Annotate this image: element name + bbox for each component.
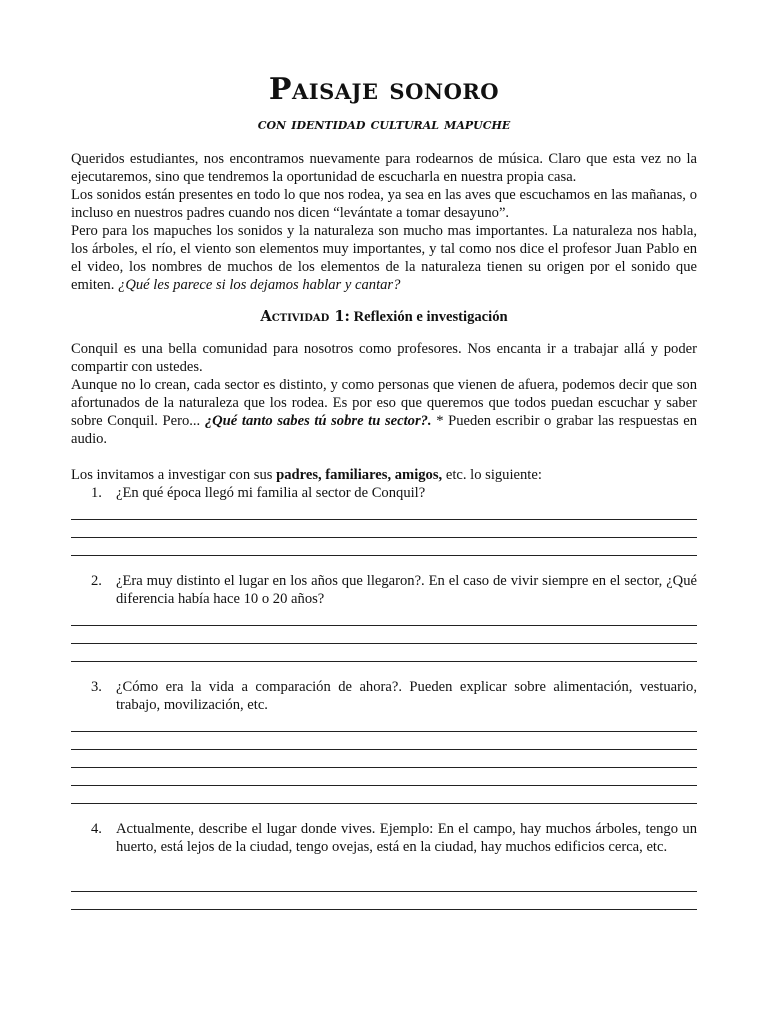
answer-lines-4 bbox=[71, 874, 697, 910]
activity-label: Actividad 1: bbox=[260, 308, 350, 325]
worksheet-page bbox=[71, 70, 697, 910]
answer-lines-3 bbox=[71, 714, 697, 804]
answer-line[interactable] bbox=[71, 608, 697, 626]
question-number: 3. bbox=[91, 679, 102, 695]
intro-paragraph-1: Queridos estudiantes, nos encontramos nuevamente para rodearnos de música. Claro que esta vez no la ejecutaremos, sino que tendremos la oportunidad de escucharla en nuestra propia casa. bbox=[71, 151, 697, 185]
body-paragraph-2 bbox=[71, 376, 697, 448]
body-paragraph-1: Conquil es una bella comunidad para nosotros como profesores. Nos encanta ir a trabajar allá y poder compartir con ustedes. bbox=[71, 341, 697, 375]
invite-bold: padres, familiares, amigos, bbox=[276, 467, 443, 483]
intro-paragraph-3 bbox=[71, 222, 697, 294]
answer-line[interactable] bbox=[71, 626, 697, 644]
answer-line[interactable] bbox=[71, 520, 697, 538]
invite-paragraph bbox=[71, 466, 697, 484]
activity-heading bbox=[71, 308, 697, 326]
page-subtitle: con identidad cultural mapuche bbox=[257, 115, 511, 133]
intro-section bbox=[71, 150, 697, 294]
question-item-4 bbox=[71, 820, 697, 856]
intro-question: ¿Qué les parece si los dejamos hablar y cantar? bbox=[118, 277, 401, 293]
question-text: Actualmente, describe el lugar donde vives. Ejemplo: En el campo, hay muchos árboles, tengo un huerto, está lejos de la ciudad, tengo ovejas, está en la ciudad, hay muchos edificios cerca, etc. bbox=[116, 821, 697, 855]
answer-line[interactable] bbox=[71, 750, 697, 768]
invite-start: Los invitamos a investigar con sus bbox=[71, 467, 273, 483]
answer-line[interactable] bbox=[71, 644, 697, 662]
body-paragraph-2-end: * Pueden escribir o grabar las respuestas en audio. bbox=[71, 413, 698, 447]
answer-line[interactable] bbox=[71, 786, 697, 804]
activity-title: Reflexión e investigación bbox=[353, 309, 508, 325]
body-section bbox=[71, 340, 697, 448]
answer-lines-2 bbox=[71, 608, 697, 662]
body-question: ¿Qué tanto sabes tú sobre tu sector?. bbox=[204, 413, 432, 429]
question-item-2 bbox=[71, 572, 697, 608]
answer-line[interactable] bbox=[71, 768, 697, 786]
question-number: 4. bbox=[91, 821, 102, 837]
invite-end: etc. lo siguiente: bbox=[445, 467, 542, 483]
question-text: ¿Era muy distinto el lugar en los años que llegaron?. En el caso de vivir siempre en el sector, ¿Qué diferencia había hace 10 o 20 años? bbox=[116, 573, 697, 607]
page-title: Paisaje sonoro bbox=[268, 72, 500, 107]
answer-line[interactable] bbox=[71, 874, 697, 892]
answer-line[interactable] bbox=[71, 502, 697, 520]
intro-paragraph-2: Los sonidos están presentes en todo lo que nos rodea, ya sea en las aves que escuchamos en las mañanas, o incluso en nuestros padres cuando nos dicen “levántate a tomar desayuno”. bbox=[71, 187, 697, 221]
answer-lines-1 bbox=[71, 502, 697, 556]
question-number: 1. bbox=[91, 485, 102, 501]
question-item-3 bbox=[71, 678, 697, 714]
question-text: ¿Cómo era la vida a comparación de ahora?. Pueden explicar sobre alimentación, vestuario, trabajo, movilización, etc. bbox=[116, 679, 697, 713]
answer-line[interactable] bbox=[71, 732, 697, 750]
answer-line[interactable] bbox=[71, 538, 697, 556]
body-paragraph-2-start: Aunque no lo crean, cada sector es distinto, y como personas que vienen de afuera, podemos decir que son afortunados de la naturaleza que los rodea. Es por eso que queremos que todos puedan escuchar y saber sobre Conquil. Pero... bbox=[71, 377, 697, 429]
question-list bbox=[71, 484, 697, 910]
question-item-1 bbox=[71, 484, 697, 502]
answer-line[interactable] bbox=[71, 892, 697, 910]
question-number: 2. bbox=[91, 573, 102, 589]
answer-line[interactable] bbox=[71, 714, 697, 732]
intro-paragraph-3-text: Pero para los mapuches los sonidos y la naturaleza son mucho mas importantes. La naturaleza nos habla, los árboles, el río, el viento son elementos muy importantes, y tal como nos dice el profesor Juan Pablo en el video, los nombres de muchos de los elementos de la naturaleza tienen su origen por el sonido que emiten. bbox=[71, 223, 697, 293]
question-text: ¿En qué época llegó mi familia al sector de Conquil? bbox=[116, 485, 426, 501]
